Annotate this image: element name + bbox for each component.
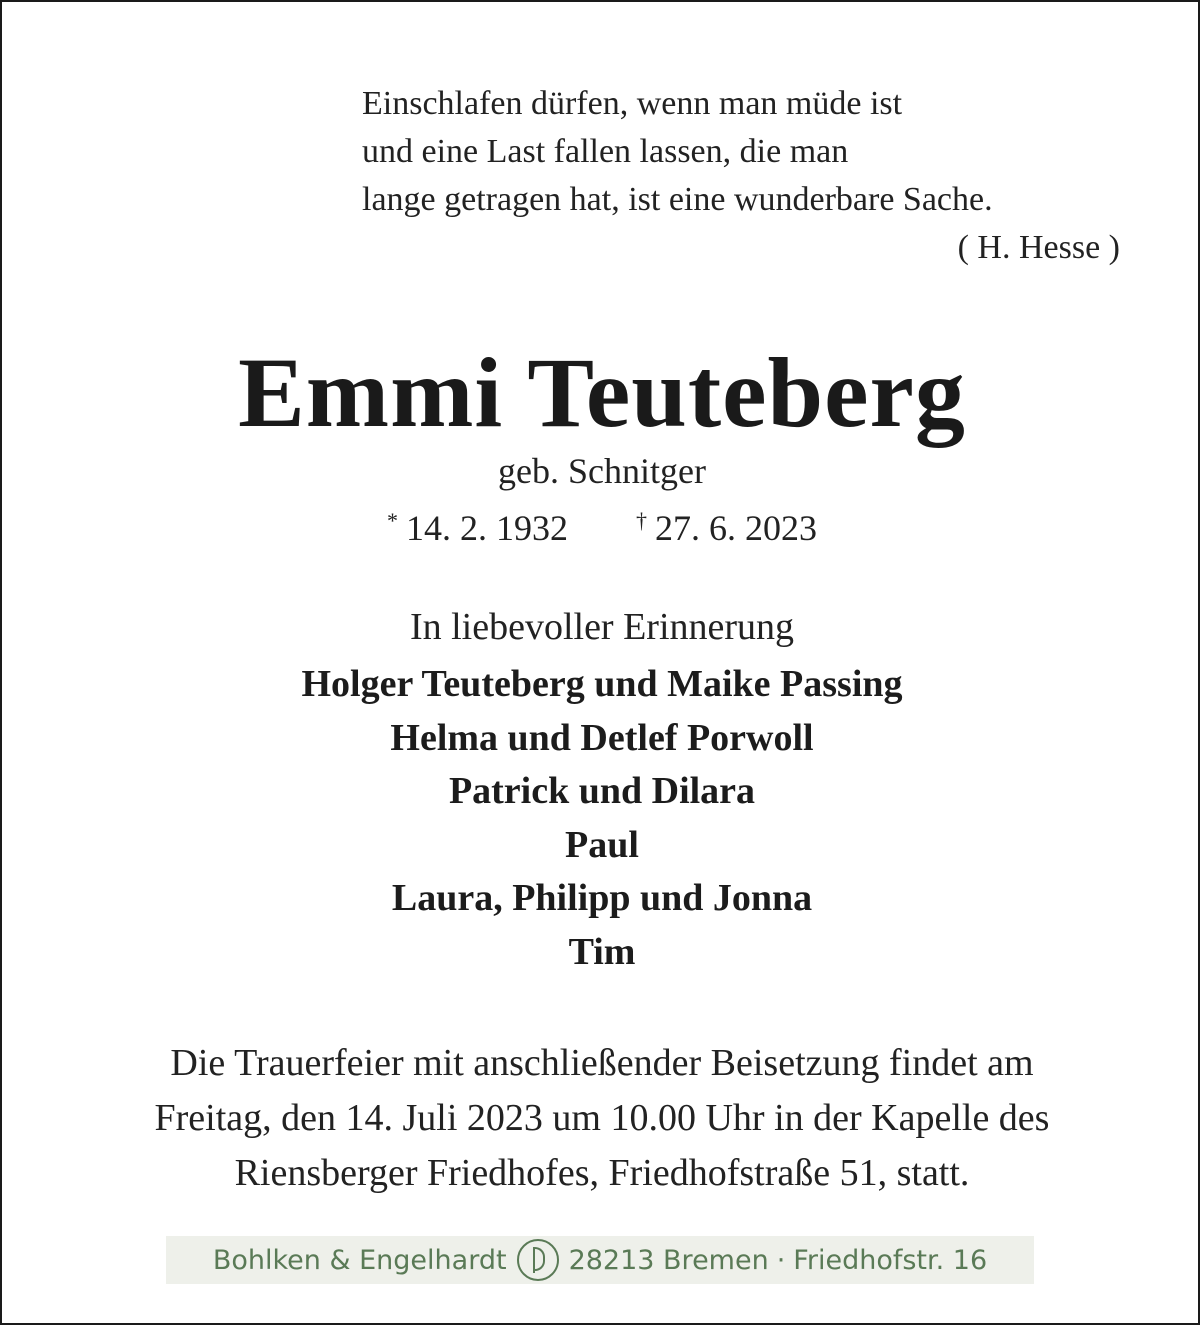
birth-date-group	[387, 496, 568, 553]
death-date: 27. 6. 2023	[655, 508, 817, 548]
death-cross-icon: †	[636, 508, 647, 533]
quote-line-2: und eine Last fallen lassen, die man	[362, 133, 849, 170]
life-dates	[2, 496, 1200, 553]
quote-author: ( H. Hesse )	[957, 229, 1120, 266]
family-member: Patrick und Dilara	[448, 770, 756, 812]
funeral-home-name: Bohlken & Engelhardt	[212, 1244, 507, 1276]
family-member: Laura, Philipp und Jonna	[391, 877, 813, 919]
quote-line-1: Einschlafen dürfen, wenn man müde ist	[362, 85, 903, 122]
service-line: Freitag, den 14. Juli 2023 um 10.00 Uhr in der Kapelle des	[154, 1097, 1050, 1139]
family-member: Tim	[568, 930, 636, 973]
be-monogram-icon	[517, 1239, 559, 1281]
maiden-name: geb. Schnitger	[498, 451, 706, 491]
funeral-service-info	[2, 1036, 1200, 1201]
funeral-home-street: Friedhofstr. 16	[793, 1244, 988, 1276]
family-member: Holger Teuteberg und Maike Passing	[301, 663, 903, 705]
family-member: Helma und Detlef Porwoll	[390, 716, 814, 759]
funeral-home-city: 28213 Bremen	[568, 1244, 769, 1276]
family-list	[2, 658, 1200, 979]
birth-date: 14. 2. 1932	[406, 508, 568, 548]
deceased-name: Emmi Teuteberg	[238, 337, 966, 448]
hesse-quote	[362, 80, 1122, 272]
service-line: Die Trauerfeier mit anschließender Beisetzung findet am	[170, 1042, 1034, 1084]
family-member: Paul	[565, 823, 639, 866]
funeral-home-footer	[166, 1236, 1034, 1284]
footer-separator: ·	[776, 1244, 786, 1276]
death-date-group	[636, 496, 817, 553]
service-line: Riensberger Friedhofes, Friedhofstraße 51, statt.	[234, 1152, 970, 1194]
memory-text: In liebevoller Erinnerung	[409, 606, 795, 648]
birth-star-icon: *	[387, 508, 398, 533]
quote-line-3: lange getragen hat, ist eine wunderbare Sache.	[362, 181, 993, 218]
